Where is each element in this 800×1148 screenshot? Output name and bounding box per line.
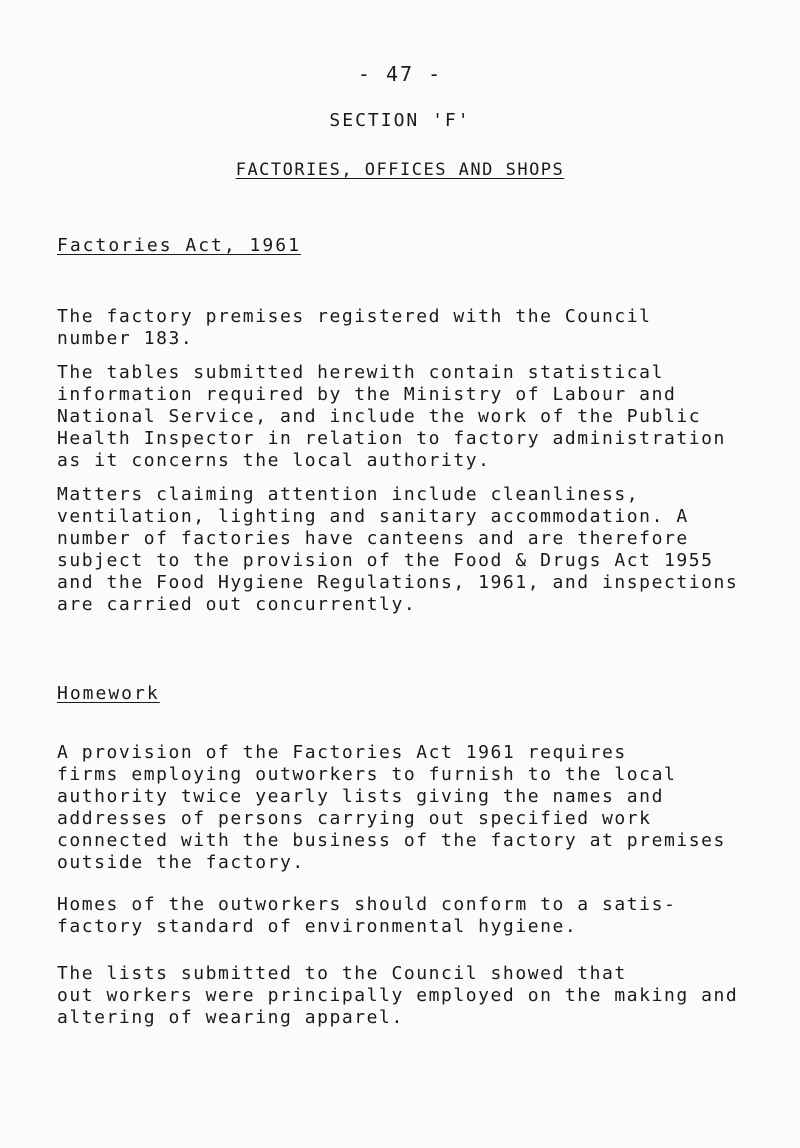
main-heading-text: FACTORIES, OFFICES AND SHOPS xyxy=(235,160,565,180)
factories-paragraph-3: Matters claiming attention include cleanliness, ventilation, lighting and sanitary accommodation. A number of factories have canteens and are therefore subject to the provision of the Food & Drugs Act 1955 and the Food Hygiene Regulations, 1961, and inspections are carried out concurrently. xyxy=(57,484,739,615)
factories-act-heading: Factories Act, 1961 xyxy=(57,235,301,256)
homework-paragraph-1: A provision of the Factories Act 1961 requires firms employing outworkers to furnish to the local authority twice yearly lists giving the names and addresses of persons carrying out specified work connected with the business of the factory at premises outside the factory. xyxy=(57,742,726,873)
main-heading xyxy=(0,160,800,180)
factories-paragraph-1: The factory premises registered with the Council number 183. xyxy=(57,306,652,349)
homework-paragraph-3: The lists submitted to the Council showed that out workers were principally employed on the making and altering of wearing apparel. xyxy=(57,963,739,1028)
homework-paragraph-2: Homes of the outworkers should conform to a satis- factory standard of environmental hygiene. xyxy=(57,894,677,937)
section-title: SECTION 'F' xyxy=(329,110,471,131)
factories-paragraph-2: The tables submitted herewith contain statistical information required by the Ministry of Labour and National Service, and include the work of the Public Health Inspector in relation to factory administration as it concerns the local authority. xyxy=(57,362,726,471)
homework-heading: Homework xyxy=(57,683,160,704)
page-number: - 47 - xyxy=(357,62,443,86)
